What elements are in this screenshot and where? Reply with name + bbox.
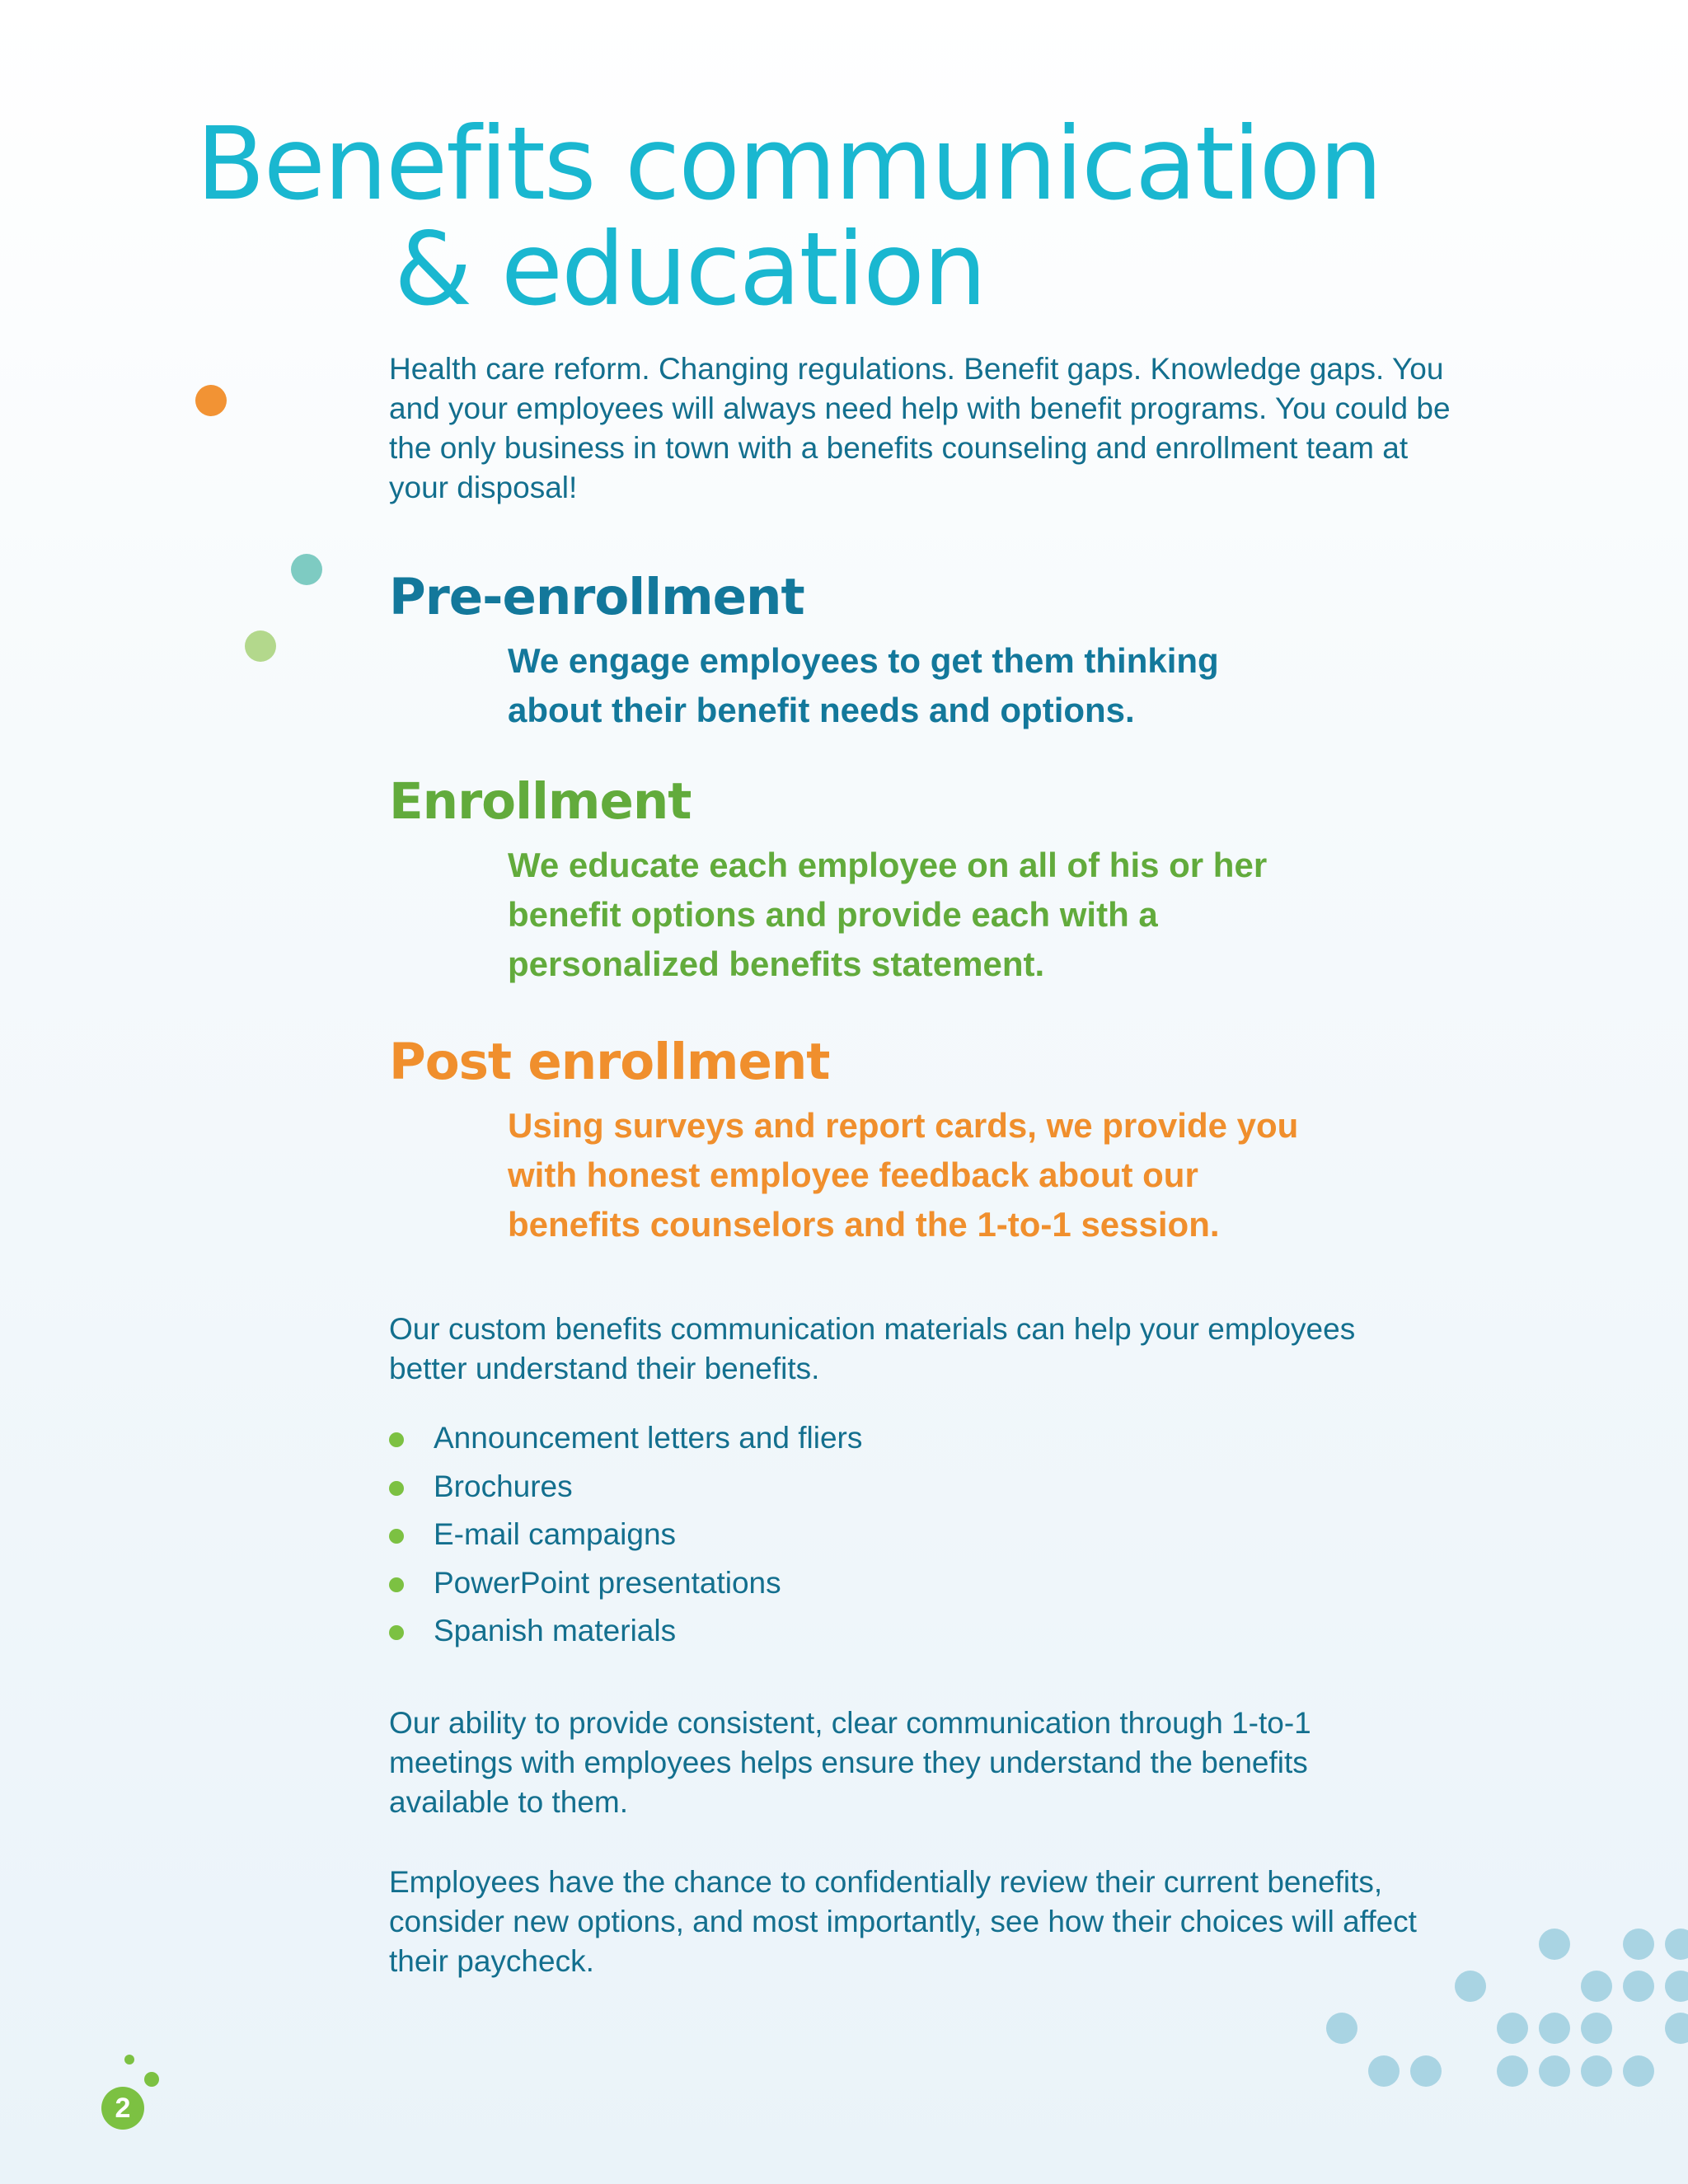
decorative-dot-pattern bbox=[1302, 1896, 1688, 2110]
bullet-icon bbox=[389, 1577, 404, 1592]
list-item bbox=[387, 1414, 862, 1463]
list-item-label: Brochures bbox=[434, 1469, 573, 1503]
page-title-line-2: & education bbox=[394, 211, 986, 328]
materials-list bbox=[387, 1414, 862, 1656]
intro-paragraph: Health care reform. Changing regulations. Benefit gaps. Knowledge gaps. You and your employees will always need help with benefit programs. You could be the only business in town with a benefits counseling and enrollment team at your disposal! bbox=[389, 352, 1451, 504]
list-item bbox=[387, 1607, 862, 1656]
enrollment-heading: Enrollment bbox=[389, 772, 692, 831]
list-item bbox=[387, 1511, 862, 1559]
orange-decorative-dot bbox=[195, 385, 227, 416]
page-number: 2 bbox=[101, 2087, 144, 2130]
page-number-small-dot bbox=[124, 2055, 134, 2064]
review-paragraph: Employees have the chance to confidentially review their current benefits, consider new options, and most importantly, see how their choices will affect their paycheck. bbox=[389, 1865, 1417, 1978]
bullet-icon bbox=[389, 1529, 404, 1544]
bullet-icon bbox=[389, 1625, 404, 1640]
list-item-label: PowerPoint presentations bbox=[434, 1565, 781, 1600]
list-item bbox=[387, 1559, 862, 1608]
light-green-decorative-dot bbox=[245, 630, 276, 662]
list-item-label: E-mail campaigns bbox=[434, 1517, 677, 1551]
post-enrollment-text: Using surveys and report cards, we provide you with honest employee feedback about our benefits counselors and the 1-to-1 session. bbox=[508, 1106, 1299, 1244]
bullet-icon bbox=[389, 1481, 404, 1496]
one-to-one-paragraph: Our ability to provide consistent, clear communication through 1-to-1 meetings with employees helps ensure they understand the benefits available to them. bbox=[389, 1706, 1311, 1819]
page-title-line-1: Benefits communication bbox=[196, 105, 1381, 223]
teal-decorative-dot bbox=[291, 554, 322, 585]
bullet-icon bbox=[389, 1432, 404, 1447]
list-item-label: Announcement letters and fliers bbox=[434, 1421, 863, 1455]
enrollment-text: We educate each employee on all of his or her benefit options and provide each with a personalized benefits statement. bbox=[508, 846, 1268, 983]
page-number-medium-dot bbox=[144, 2072, 159, 2087]
post-enrollment-heading: Post enrollment bbox=[389, 1033, 830, 1091]
materials-intro-paragraph: Our custom benefits communication materials can help your employees better understand their benefits. bbox=[389, 1312, 1356, 1385]
pre-enrollment-heading: Pre-enrollment bbox=[389, 568, 804, 626]
pre-enrollment-text: We engage employees to get them thinking about their benefit needs and options. bbox=[508, 641, 1219, 729]
list-item-label: Spanish materials bbox=[434, 1614, 677, 1647]
list-item bbox=[387, 1463, 862, 1511]
